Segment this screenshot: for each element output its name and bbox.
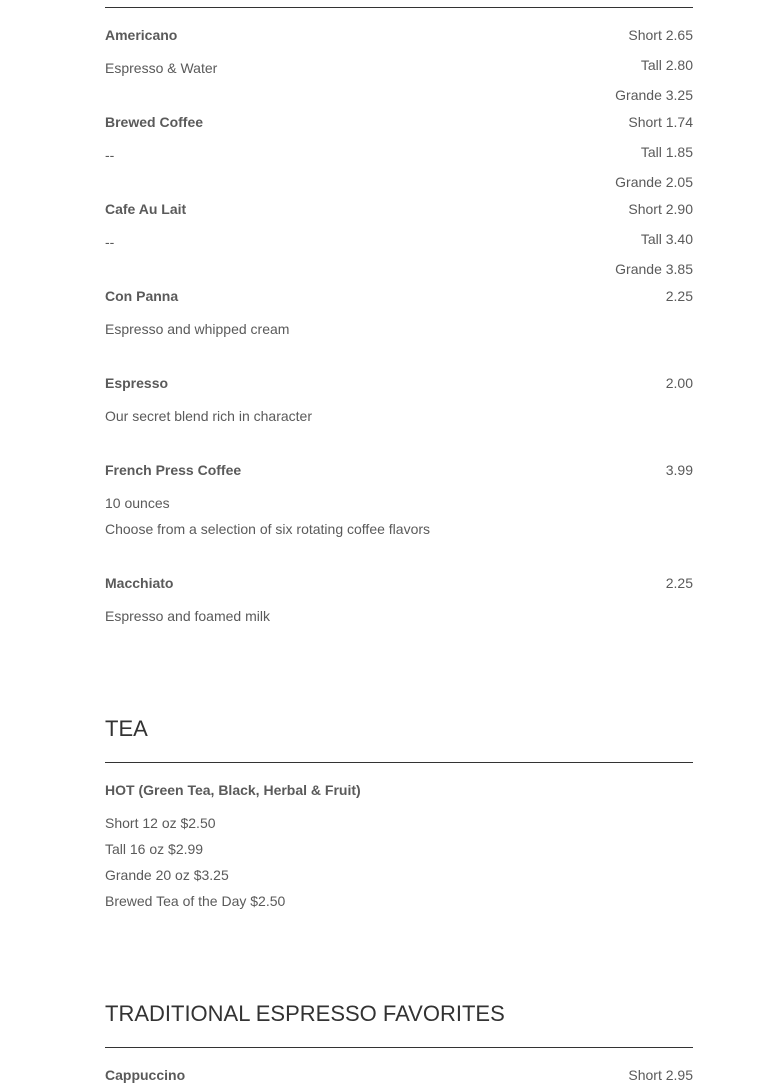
section-divider-tea <box>105 762 693 763</box>
section-title-espresso-favorites: TRADITIONAL ESPRESSO FAVORITES <box>105 1001 505 1026</box>
price-americano-short: Short 2.65 <box>628 27 693 43</box>
price-macchiato: 2.25 <box>665 575 693 591</box>
tea-line-short: Short 12 oz $2.50 <box>105 815 216 831</box>
tea-line-tall: Tall 16 oz $2.99 <box>105 841 204 857</box>
price-cafe-au-lait-tall: Tall 3.40 <box>640 231 693 247</box>
price-french-press-coffee: 3.99 <box>665 462 693 478</box>
price-con-panna: 2.25 <box>665 288 693 304</box>
item-desc-macchiato: Espresso and foamed milk <box>105 608 270 624</box>
item-desc-con-panna: Espresso and whipped cream <box>105 321 290 337</box>
price-brewed-coffee-tall: Tall 1.85 <box>640 144 693 160</box>
price-americano-grande: Grande 3.25 <box>615 87 693 103</box>
tea-heading-hot: HOT (Green Tea, Black, Herbal & Fruit) <box>105 782 361 798</box>
item-desc-french-press-flavors: Choose from a selection of six rotating coffee flavors <box>105 521 431 537</box>
price-cafe-au-lait-grande: Grande 3.85 <box>615 261 693 277</box>
price-cafe-au-lait-short: Short 2.90 <box>628 201 693 217</box>
item-desc-americano: Espresso & Water <box>105 60 218 76</box>
price-brewed-coffee-grande: Grande 2.05 <box>615 174 693 190</box>
item-name-cappuccino: Cappuccino <box>105 1067 186 1083</box>
tea-line-brewed-of-day: Brewed Tea of the Day $2.50 <box>105 893 286 909</box>
price-brewed-coffee-short: Short 1.74 <box>628 114 693 130</box>
item-name-french-press-coffee: French Press Coffee <box>105 462 242 478</box>
price-espresso: 2.00 <box>665 375 693 391</box>
item-desc-cafe-au-lait: -- <box>105 234 115 250</box>
item-name-macchiato: Macchiato <box>105 575 174 591</box>
item-name-brewed-coffee: Brewed Coffee <box>105 114 204 130</box>
tea-line-grande: Grande 20 oz $3.25 <box>105 867 229 883</box>
price-cappuccino-short: Short 2.95 <box>628 1067 693 1083</box>
item-desc-french-press-size: 10 ounces <box>105 495 170 511</box>
item-name-espresso: Espresso <box>105 375 169 391</box>
item-name-con-panna: Con Panna <box>105 288 179 304</box>
price-americano-tall: Tall 2.80 <box>640 57 693 73</box>
item-desc-brewed-coffee: -- <box>105 147 115 163</box>
item-desc-espresso: Our secret blend rich in character <box>105 408 312 424</box>
item-name-americano: Americano <box>105 27 178 43</box>
section-divider-top <box>105 7 693 8</box>
section-title-tea: TEA <box>105 716 148 741</box>
section-divider-espresso-favorites <box>105 1047 693 1048</box>
item-name-cafe-au-lait: Cafe Au Lait <box>105 201 187 217</box>
